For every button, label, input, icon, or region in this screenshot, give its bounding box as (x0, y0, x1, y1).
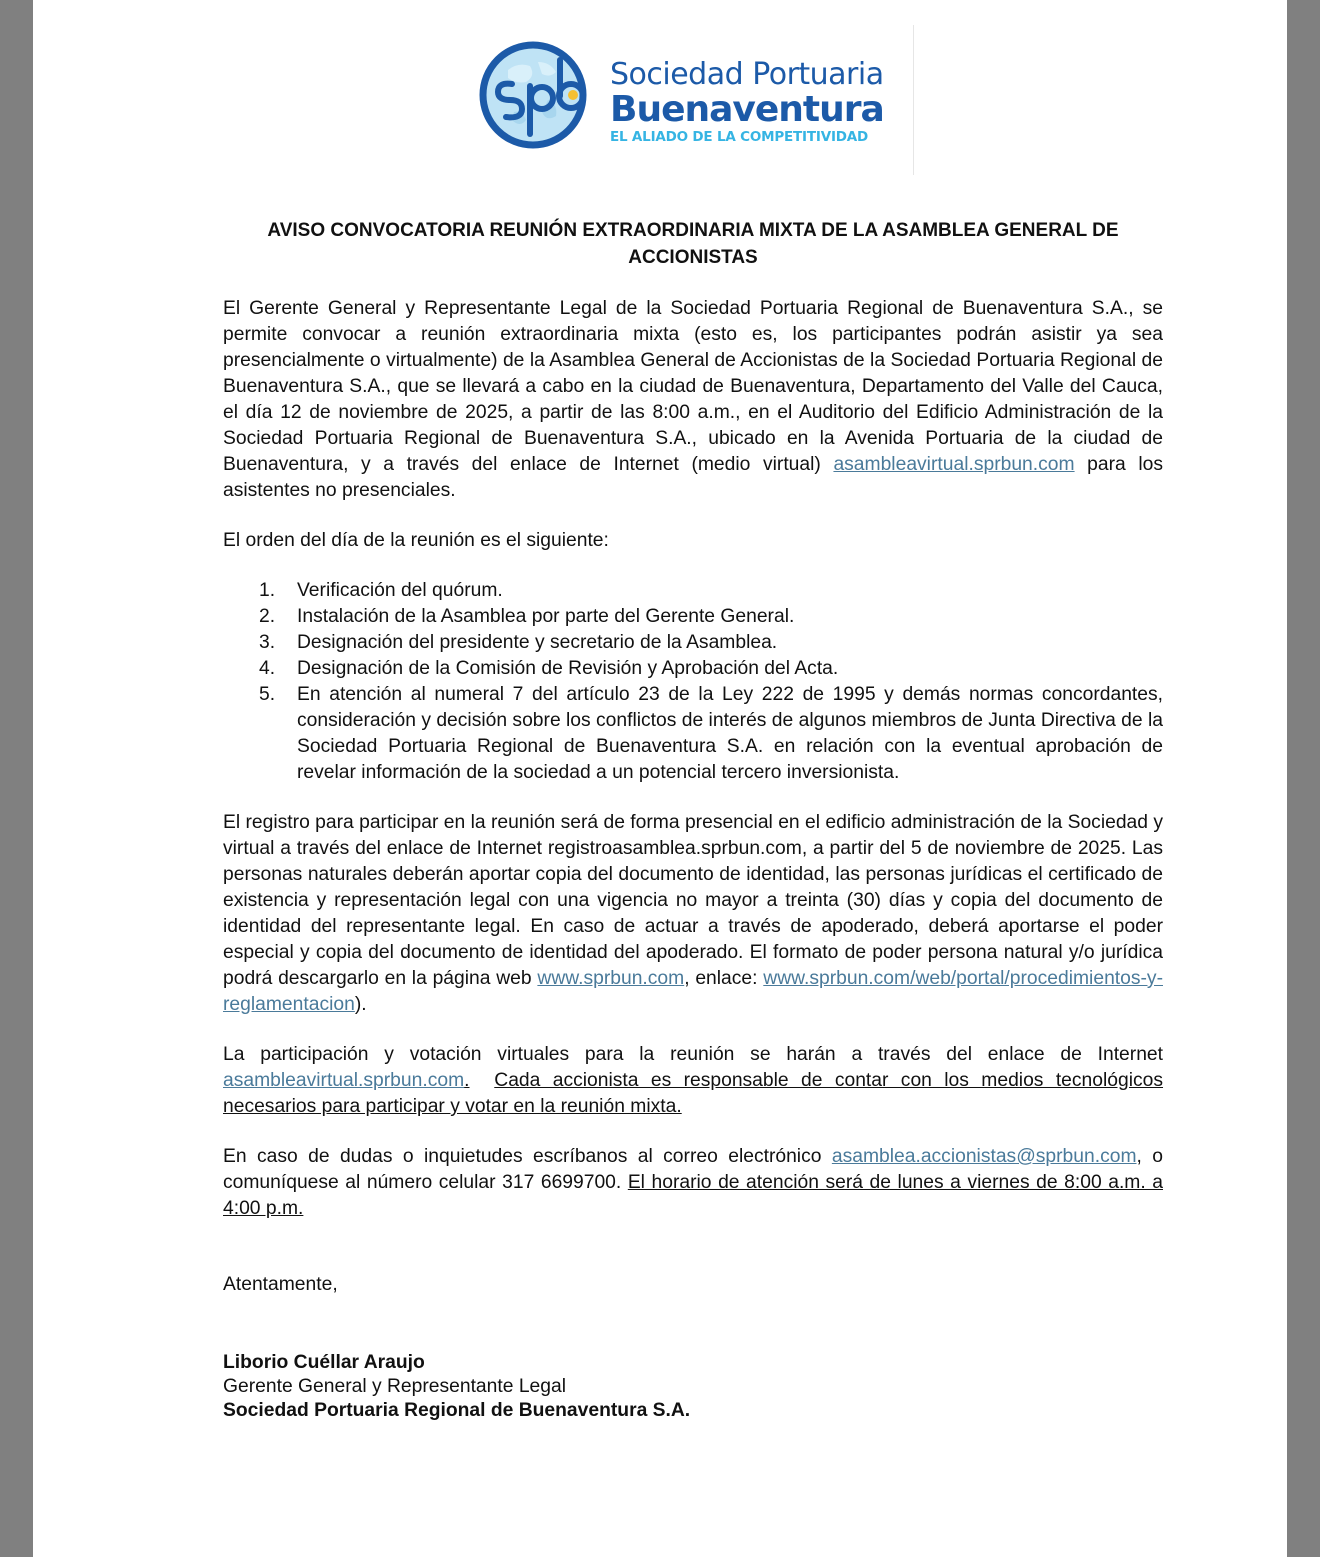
intro-paragraph (223, 296, 1163, 504)
agenda-item (259, 656, 1163, 682)
closing-salutation: Atentamente, (223, 1274, 338, 1295)
agenda-item (259, 630, 1163, 656)
agenda-number: 2. (259, 606, 276, 627)
agenda-intro: El orden del día de la reunión es el siguiente: (223, 530, 609, 551)
logo-wordmark (610, 58, 910, 146)
virtual-participation-paragraph (223, 1042, 1163, 1120)
logo-line2: Buenaventura (610, 89, 884, 130)
signatory-role: Gerente General y Representante Legal (223, 1376, 566, 1397)
intro-text: El Gerente General y Representante Legal de la Sociedad Portuaria Regional de Buenaventura S.A., se permite convocar a reunión extraordinaria mixta (esto es, los participantes podrán asistir ya sea presencialmente o virtualmente) de la Asamblea General de Accionistas de la Sociedad Portuaria Regional de Buenaventura S.A., que se llevará a cabo en la ciudad de Buenaventura, Departamento del Valle del Cauca, el día 12 de noviembre de 2025, a partir de las 8:00 a.m., en el Auditorio del Edificio Administración de la Sociedad Portuaria Regional de Buenaventura S.A., ubicado en la Avenida Portuaria de la ciudad de Buenaventura, y a través del enlace de Internet (medio virtual) (223, 298, 1163, 475)
agenda-number: 1. (259, 580, 276, 601)
company-logo (478, 40, 908, 155)
contact-paragraph (223, 1144, 1163, 1222)
agenda-number: 4. (259, 658, 276, 679)
spb-globe-logo-icon (478, 40, 593, 150)
agenda-item (259, 682, 1163, 786)
document-page (33, 0, 1287, 1557)
procedures-link[interactable]: www.sprbun.com/web/portal/procedimientos-y-reglamentacion (223, 968, 1163, 1015)
registration-text: El registro para participar en la reunión será de forma presencial en el edificio administración de la Sociedad y virtual a través del enlace de Internet registroasamblea.sprbun.com, a partir del 5 de noviembre de 2025. Las personas naturales deberán aportar copia del documento de identidad, las personas jurídicas el certificado de existencia y representación legal con una vigencia no mayor a treinta (30) días y copia del documento de identidad del representante legal. En caso de actuar a través de apoderado, deberá aportarse el poder especial y copia del documento de identidad del apoderado. El formato de poder persona natural y/o jurídica podrá descargarlo en la página web (223, 812, 1163, 989)
registration-text-mid: , enlace: (684, 968, 764, 989)
registration-text-end: ). (354, 994, 367, 1015)
virtual-assembly-link[interactable]: asambleavirtual.sprbun.com (833, 454, 1075, 475)
agenda-number: 3. (259, 632, 276, 653)
agenda-number: 5. (259, 684, 276, 705)
logo-line1: Sociedad Portuaria (610, 57, 884, 92)
contact-phone-text: , o comuníquese al número celular 317 6699700. (223, 1146, 1163, 1193)
virtual-text-end: . (464, 1070, 470, 1091)
signature-block (223, 1351, 1163, 1423)
agenda-text: Designación de la Comisión de Revisión y Aprobación del Acta. (297, 658, 839, 679)
signatory-name: Liborio Cuéllar Araujo (223, 1352, 425, 1373)
contact-email-link[interactable]: asamblea.accionistas@sprbun.com (831, 1146, 1137, 1167)
document-body (223, 217, 1163, 1423)
agenda-text: Instalación de la Asamblea por parte del Gerente General. (297, 606, 795, 627)
header-divider (913, 25, 914, 175)
sprbun-website-link[interactable]: www.sprbun.com (537, 968, 685, 989)
virtual-voting-link[interactable]: asambleavirtual.sprbun.com (223, 1070, 465, 1091)
agenda-item (259, 578, 1163, 604)
technology-responsibility-note: Cada accionista es responsable de contar con los medios tecnológicos necesarios para participar y votar en la reunión mixta. (223, 1070, 1164, 1117)
agenda-item (259, 604, 1163, 630)
intro-text-end: para los asistentes no presenciales. (223, 454, 1164, 501)
office-hours-note: El horario de atención será de lunes a viernes de 8:00 a.m. a 4:00 p.m. (223, 1172, 1163, 1219)
document-title: AVISO CONVOCATORIA REUNIÓN EXTRAORDINARIA MIXTA DE LA ASAMBLEA GENERAL DE ACCIONISTAS (267, 220, 1119, 268)
virtual-text: La participación y votación virtuales para la reunión se harán a través del enlace de Internet (223, 1044, 1163, 1065)
contact-text: En caso de dudas o inquietudes escríbanos al correo electrónico (223, 1146, 832, 1167)
agenda-text: En atención al numeral 7 del artículo 23 de la Ley 222 de 1995 y demás normas concordantes, consideración y decisión sobre los conflictos de interés de algunos miembros de Junta Directiva de la Sociedad Portuaria Regional de Buenaventura S.A. en relación con la eventual aprobación de revelar información de la sociedad a un potencial tercero inversionista. (297, 684, 1163, 783)
signatory-company: Sociedad Portuaria Regional de Buenaventura S.A. (223, 1400, 691, 1421)
agenda-text: Verificación del quórum. (297, 580, 503, 601)
agenda-text: Designación del presidente y secretario de la Asamblea. (297, 632, 778, 653)
logo-tagline: EL ALIADO DE LA COMPETITIVIDAD (610, 129, 869, 145)
registration-paragraph (223, 810, 1163, 1018)
agenda-list (223, 578, 1163, 786)
